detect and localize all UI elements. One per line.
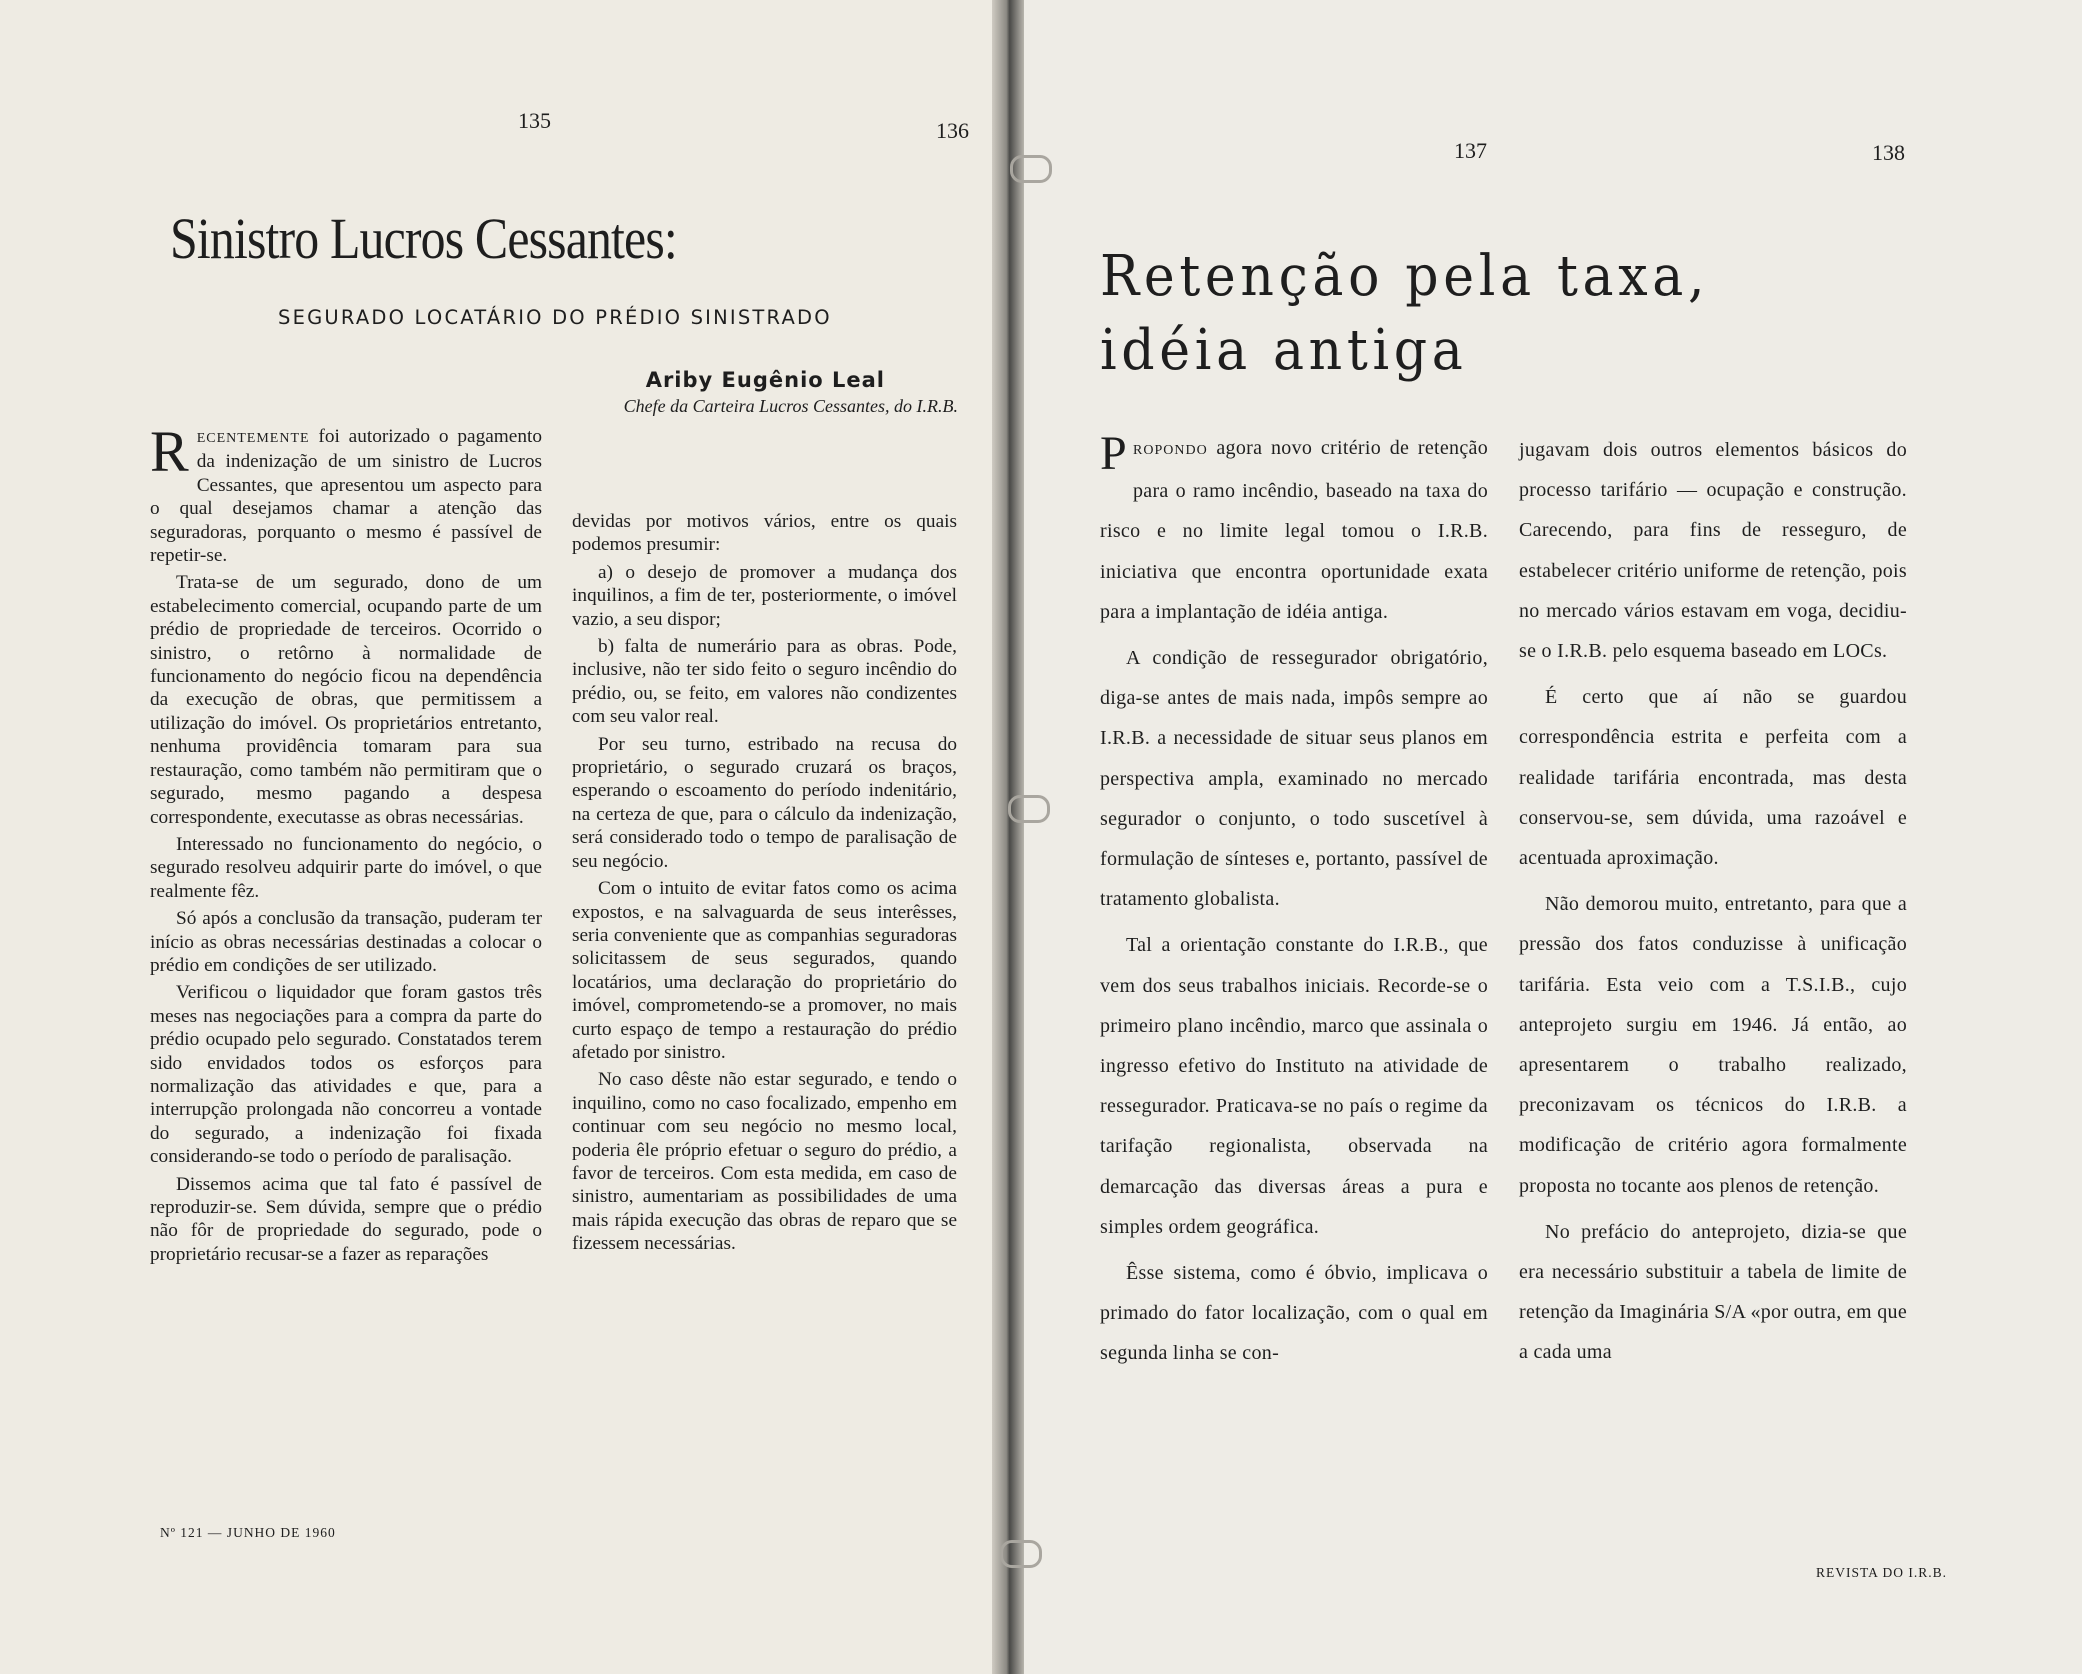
- paragraph: No caso dêste não estar segurado, e tendo o inquilino, como no caso focalizado, empenho em continuar com seu negócio no mesmo local, poderia êle próprio efetuar o seguro do prédio, a favor de terceiros. Com esta medida, em caso de sinistro, aumentariam as possibilidades de uma mais rápida execução das obras de reparo que se fizessem necessárias.: [572, 1069, 957, 1255]
- article-title: Sinistro Lucros Cessantes:: [170, 206, 677, 271]
- paragraph: É certo que aí não se guardou correspondência estrita e perfeita com a realidade tarifária encontrada, mas desta conservou-se, sem dúvida, uma razoável e acentuada aproximação.: [1519, 686, 1907, 870]
- right-article-column-1: [1100, 428, 1488, 1380]
- drop-cap: R: [150, 419, 189, 484]
- binding-ring: [1008, 795, 1050, 823]
- paragraph: Não demorou muito, entretanto, para que a pressão dos fatos conduzisse à unificação tarifária. Esta veio com a T.S.I.B., cujo anteprojeto surgiu em 1946. Já então, ao apresentarem o trabalho realizado, preconizavam os técnicos do I.R.B. a modificação de critério agora formalmente proposta no tocante aos plenos de retenção.: [1519, 893, 1907, 1197]
- paragraph: devidas por motivos vários, entre os quais podemos presumir:: [572, 511, 957, 556]
- paragraph: Tal a orientação constante do I.R.B., que vem dos seus trabalhos iniciais. Recorde-se o primeiro plano incêndio, marco que assinala o ingresso efetivo do Instituto na atividade de ressegurador. Praticava-se no país o regime da tarifação regionalista, observada na demarcação das diversas áreas a pura e simples ordem geográfica.: [1100, 934, 1488, 1238]
- paragraph: PROPONDO agora novo critério de retenção para o ramo incêndio, baseado na taxa do risco e no limite legal tomou o I.R.B. iniciativa que encontra oportunidade exata para a implantação de idéia antiga.: [1100, 427, 1488, 623]
- left-footer: Nº 121 — JUNHO DE 1960: [160, 1525, 336, 1540]
- left-article-column-1: [150, 419, 542, 1270]
- paragraph: Interessado no funcionamento do negócio, o segurado resolveu adquirir parte do imóvel, o que realmente fêz.: [150, 833, 542, 902]
- author-role: Chefe da Carteira Lucros Cessantes, do I.R.B.: [623, 396, 958, 416]
- author-name: Ariby Eugênio Leal: [645, 368, 885, 392]
- page-number-138: 138: [1872, 140, 1905, 165]
- book-gutter: [992, 0, 1024, 1674]
- paragraph: Trata-se de um segurado, dono de um estabelecimento comercial, ocupando parte de um prédio de propriedade de terceiros. Ocorrido o sinistro, o retôrno à normalidade de funcionamento do negócio ficou na dependência da execução de obras, que permitissem a utilização do imóvel. Os proprietários entretanto, nenhuma providência tomaram para sua restauração, como também não permitiram que o segurado, mesmo pagando a despesa correspondente, executasse as obras necessárias.: [150, 572, 542, 828]
- left-page: [0, 0, 1005, 1674]
- small-caps-word: ROPONDO: [1133, 443, 1208, 458]
- right-article-column-2: [1519, 430, 1907, 1379]
- right-footer: REVISTA DO I.R.B.: [1816, 1565, 1948, 1580]
- paragraph: No prefácio do anteprojeto, dizia-se que era necessário substituir a tabela de limite de retenção da Imaginária S/A «por outra, em que a cada uma: [1519, 1220, 1907, 1364]
- drop-cap: P: [1100, 427, 1127, 480]
- article-title-right: [1100, 240, 1709, 388]
- page-number-137: 137: [1454, 138, 1487, 163]
- small-caps-word: ECENTEMENTE: [196, 431, 310, 446]
- left-article-column-2: [572, 510, 957, 1260]
- paragraph: RECENTEMENTE foi autorizado o pagamento da indenização de um sinistro de Lucros Cessantes, que apresentou um aspecto para o qual desejamos chamar a atenção das seguradoras, porquanto o mesmo é passível de repetir-se.: [150, 419, 542, 567]
- paragraph: Êsse sistema, como é óbvio, implicava o primado do fator localização, com o qual em segunda linha se con-: [1100, 1262, 1488, 1365]
- paragraph: Verificou o liquidador que foram gastos três meses nas negociações para a compra da parte do prédio ocupado pelo segurado. Constatados terem sido envidados todos os esforços para normalização das atividades e que, para a interrupção prolongada não concorreu a vontade do segurado, a indenização foi fixada considerando-se todo o período de paralisação.: [150, 982, 542, 1168]
- paragraph: b) falta de numerário para as obras. Pode, inclusive, não ter sido feito o seguro incêndio do prédio, ou, se feito, em valores não condizentes com seu valor real.: [572, 636, 957, 728]
- title-line-1: Retenção pela taxa,: [1100, 244, 1710, 309]
- binding-ring: [1000, 1540, 1042, 1568]
- page-number-135: 135: [518, 108, 551, 133]
- binding-ring: [1010, 155, 1052, 183]
- paragraph: jugavam dois outros elementos básicos do processo tarifário — ocupação e construção. Carecendo, para fins de resseguro, de estabelecer critério uniforme de retenção, pois no mercado vários estavam em voga, decidiu-se o I.R.B. pelo esquema baseado em LOCs.: [1519, 439, 1907, 663]
- paragraph: Só após a conclusão da transação, puderam ter início as obras necessárias destinadas a colocar o prédio em condições de ser utilizado.: [150, 908, 542, 976]
- paragraph: a) o desejo de promover a mudança dos inquilinos, a fim de ter, posteriormente, o imóvel vazio, a seu dispor;: [572, 561, 957, 630]
- paragraph: A condição de ressegurador obrigatório, diga-se antes de mais nada, impôs sempre ao I.R.B. a necessidade de situar seus planos em perspectiva ampla, examinado no mercado segurador o conjunto, o todo suscetível à formulação de sínteses e, portanto, passível de tratamento globalista.: [1100, 647, 1488, 911]
- paragraph: Por seu turno, estribado na recusa do proprietário, o segurado cruzará os braços, esperando o escoamento do período indenitário, na certeza de que, para o cálculo da indenização, será considerado todo o tempo de paralisação de seu negócio.: [572, 733, 957, 872]
- title-line-2: idéia antiga: [1100, 318, 1468, 383]
- paragraph: Dissemos acima que tal fato é passível de reproduzir-se. Sem dúvida, sempre que o prédio não fôr de propriedade do segurado, pode o proprietário recusar-se a fazer as reparações: [150, 1173, 542, 1265]
- article-subtitle: SEGURADO LOCATÁRIO DO PRÉDIO SINISTRADO: [278, 306, 832, 329]
- page-number-136: 136: [936, 118, 969, 143]
- paragraph: Com o intuito de evitar fatos como os acima expostos, e na salvaguarda de seus interêsses, seria conveniente que as companhias seguradoras solicitassem de seus segurados, quando locatários, uma declaração do proprietário do imóvel, comprometendo-se a promover, no mais curto espaço de tempo a restauração do prédio afetado por sinistro.: [572, 878, 957, 1063]
